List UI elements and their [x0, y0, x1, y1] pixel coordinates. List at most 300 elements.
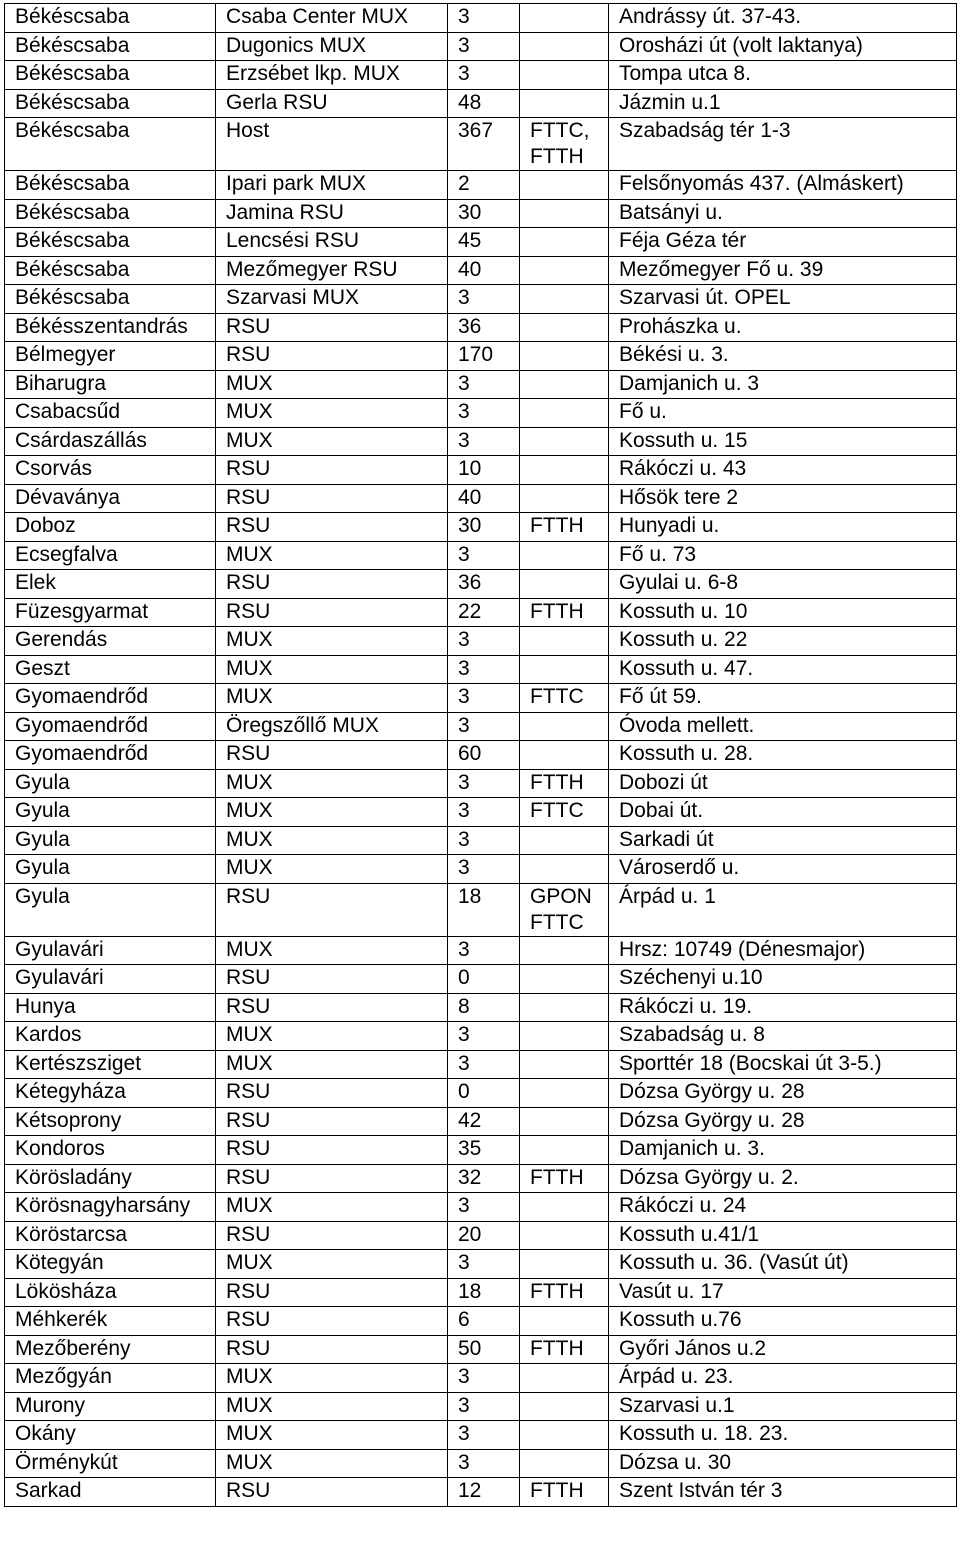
cell-capacity: 3 — [448, 399, 520, 428]
table-row — [5, 4, 957, 33]
cell-site: MUX — [216, 1250, 448, 1279]
cell-address: Szarvasi út. OPEL — [609, 285, 957, 314]
cell-site: MUX — [216, 1364, 448, 1393]
cell-address: Kossuth u. 15 — [609, 427, 957, 456]
cell-settlement: Békéscsaba — [5, 118, 216, 171]
cell-address: Sporttér 18 (Bocskai út 3-5.) — [609, 1050, 957, 1079]
cell-site: MUX — [216, 1392, 448, 1421]
cell-settlement: Gyomaendrőd — [5, 684, 216, 713]
cell-capacity: 2 — [448, 171, 520, 200]
table-row — [5, 1050, 957, 1079]
cell-address: Dobai út. — [609, 798, 957, 827]
cell-capacity: 3 — [448, 936, 520, 965]
cell-address: Szabadság u. 8 — [609, 1022, 957, 1051]
cell-type — [520, 427, 609, 456]
cell-type — [520, 1022, 609, 1051]
table-row — [5, 1193, 957, 1222]
cell-settlement: Gyulavári — [5, 965, 216, 994]
cell-settlement: Gyula — [5, 883, 216, 936]
table-row — [5, 1307, 957, 1336]
cell-type — [520, 89, 609, 118]
cell-capacity: 3 — [448, 1392, 520, 1421]
cell-site: Host — [216, 118, 448, 171]
cell-site: RSU — [216, 1107, 448, 1136]
cell-site: Gerla RSU — [216, 89, 448, 118]
cell-capacity: 3 — [448, 285, 520, 314]
exchange-table-body — [5, 4, 957, 1507]
cell-capacity: 42 — [448, 1107, 520, 1136]
table-row — [5, 1022, 957, 1051]
cell-address: Dózsa György u. 28 — [609, 1079, 957, 1108]
cell-settlement: Békéscsaba — [5, 199, 216, 228]
cell-settlement: Okány — [5, 1421, 216, 1450]
table-row — [5, 199, 957, 228]
cell-capacity: 3 — [448, 712, 520, 741]
cell-site: Mezőmegyer RSU — [216, 256, 448, 285]
table-row — [5, 712, 957, 741]
table-row — [5, 1164, 957, 1193]
cell-settlement: Gyula — [5, 826, 216, 855]
cell-capacity: 0 — [448, 965, 520, 994]
cell-address: Kossuth u. 10 — [609, 598, 957, 627]
table-row — [5, 1107, 957, 1136]
cell-type: GPON FTTC — [520, 883, 609, 936]
cell-site: RSU — [216, 1079, 448, 1108]
table-row — [5, 427, 957, 456]
cell-capacity: 45 — [448, 228, 520, 257]
cell-capacity: 3 — [448, 1250, 520, 1279]
cell-address: Kossuth u. 22 — [609, 627, 957, 656]
cell-site: RSU — [216, 598, 448, 627]
cell-capacity: 10 — [448, 456, 520, 485]
exchange-table-container — [4, 3, 957, 1507]
cell-site: RSU — [216, 484, 448, 513]
cell-type — [520, 741, 609, 770]
cell-capacity: 3 — [448, 627, 520, 656]
cell-address: Fő u. — [609, 399, 957, 428]
cell-type: FTTH — [520, 1335, 609, 1364]
cell-settlement: Kétsoprony — [5, 1107, 216, 1136]
cell-type — [520, 1193, 609, 1222]
cell-address: Tompa utca 8. — [609, 61, 957, 90]
table-row — [5, 118, 957, 171]
cell-settlement: Békéscsaba — [5, 256, 216, 285]
cell-site: Öregszőllő MUX — [216, 712, 448, 741]
cell-address: Fő u. 73 — [609, 541, 957, 570]
cell-settlement: Bélmegyer — [5, 342, 216, 371]
table-row — [5, 655, 957, 684]
cell-site: RSU — [216, 1278, 448, 1307]
cell-settlement: Csárdaszállás — [5, 427, 216, 456]
cell-address: Jázmin u.1 — [609, 89, 957, 118]
cell-settlement: Kardos — [5, 1022, 216, 1051]
table-row — [5, 228, 957, 257]
cell-type: FTTH — [520, 769, 609, 798]
table-row — [5, 993, 957, 1022]
cell-capacity: 8 — [448, 993, 520, 1022]
cell-capacity: 48 — [448, 89, 520, 118]
cell-settlement: Gyula — [5, 855, 216, 884]
cell-type — [520, 399, 609, 428]
cell-settlement: Sarkad — [5, 1478, 216, 1507]
table-row — [5, 484, 957, 513]
cell-capacity: 3 — [448, 427, 520, 456]
cell-capacity: 18 — [448, 1278, 520, 1307]
cell-type — [520, 993, 609, 1022]
cell-capacity: 6 — [448, 1307, 520, 1336]
cell-type — [520, 1392, 609, 1421]
cell-type — [520, 61, 609, 90]
cell-site: MUX — [216, 1449, 448, 1478]
cell-type — [520, 456, 609, 485]
cell-capacity: 3 — [448, 32, 520, 61]
table-row — [5, 1136, 957, 1165]
cell-type — [520, 712, 609, 741]
cell-type — [520, 1050, 609, 1079]
cell-address: Andrássy út. 37-43. — [609, 4, 957, 33]
cell-type — [520, 1364, 609, 1393]
cell-site: MUX — [216, 541, 448, 570]
cell-settlement: Mezőberény — [5, 1335, 216, 1364]
cell-address: Szabadság tér 1-3 — [609, 118, 957, 171]
cell-capacity: 3 — [448, 855, 520, 884]
cell-capacity: 3 — [448, 1050, 520, 1079]
cell-address: Vasút u. 17 — [609, 1278, 957, 1307]
table-row — [5, 541, 957, 570]
cell-settlement: Kötegyán — [5, 1250, 216, 1279]
cell-capacity: 3 — [448, 798, 520, 827]
cell-type — [520, 570, 609, 599]
cell-address: Rákóczi u. 19. — [609, 993, 957, 1022]
cell-settlement: Ecsegfalva — [5, 541, 216, 570]
cell-site: Csaba Center MUX — [216, 4, 448, 33]
table-row — [5, 313, 957, 342]
cell-site: RSU — [216, 1335, 448, 1364]
cell-type — [520, 541, 609, 570]
cell-settlement: Kondoros — [5, 1136, 216, 1165]
cell-site: MUX — [216, 427, 448, 456]
cell-capacity: 3 — [448, 1421, 520, 1450]
cell-site: Lencsési RSU — [216, 228, 448, 257]
cell-settlement: Békéscsaba — [5, 171, 216, 200]
cell-settlement: Békéscsaba — [5, 89, 216, 118]
cell-settlement: Kertészsziget — [5, 1050, 216, 1079]
cell-site: RSU — [216, 1136, 448, 1165]
cell-capacity: 50 — [448, 1335, 520, 1364]
cell-capacity: 3 — [448, 655, 520, 684]
cell-settlement: Dévaványa — [5, 484, 216, 513]
cell-address: Kossuth u. 47. — [609, 655, 957, 684]
cell-type: FTTH — [520, 598, 609, 627]
cell-address: Hrsz: 10749 (Dénesmajor) — [609, 936, 957, 965]
table-row — [5, 171, 957, 200]
cell-type — [520, 313, 609, 342]
cell-type — [520, 936, 609, 965]
table-row — [5, 285, 957, 314]
table-row — [5, 684, 957, 713]
cell-site: RSU — [216, 741, 448, 770]
cell-settlement: Mezőgyán — [5, 1364, 216, 1393]
table-row — [5, 61, 957, 90]
cell-site: Dugonics MUX — [216, 32, 448, 61]
table-row — [5, 256, 957, 285]
cell-capacity: 36 — [448, 570, 520, 599]
cell-settlement: Biharugra — [5, 370, 216, 399]
cell-address: Fő út 59. — [609, 684, 957, 713]
cell-site: RSU — [216, 513, 448, 542]
table-row — [5, 1250, 957, 1279]
cell-capacity: 3 — [448, 61, 520, 90]
cell-type — [520, 370, 609, 399]
cell-site: Ipari park MUX — [216, 171, 448, 200]
cell-address: Kossuth u. 36. (Vasút út) — [609, 1250, 957, 1279]
cell-capacity: 40 — [448, 484, 520, 513]
table-row — [5, 1478, 957, 1507]
cell-site: MUX — [216, 684, 448, 713]
cell-settlement: Méhkerék — [5, 1307, 216, 1336]
table-row — [5, 741, 957, 770]
cell-settlement: Lökösháza — [5, 1278, 216, 1307]
table-row — [5, 883, 957, 936]
cell-address: Szent István tér 3 — [609, 1478, 957, 1507]
cell-type — [520, 199, 609, 228]
cell-site: MUX — [216, 655, 448, 684]
cell-capacity: 12 — [448, 1478, 520, 1507]
table-row — [5, 1335, 957, 1364]
cell-address: Mezőmegyer Fő u. 39 — [609, 256, 957, 285]
cell-settlement: Füzesgyarmat — [5, 598, 216, 627]
cell-address: Prohászka u. — [609, 313, 957, 342]
table-row — [5, 965, 957, 994]
cell-type — [520, 256, 609, 285]
cell-site: MUX — [216, 1193, 448, 1222]
cell-capacity: 3 — [448, 826, 520, 855]
cell-address: Kossuth u.76 — [609, 1307, 957, 1336]
cell-settlement: Körösnagyharsány — [5, 1193, 216, 1222]
cell-settlement: Gyomaendrőd — [5, 741, 216, 770]
cell-settlement: Elek — [5, 570, 216, 599]
cell-capacity: 36 — [448, 313, 520, 342]
cell-capacity: 3 — [448, 684, 520, 713]
table-row — [5, 598, 957, 627]
cell-settlement: Békéscsaba — [5, 32, 216, 61]
cell-settlement: Gyomaendrőd — [5, 712, 216, 741]
cell-settlement: Doboz — [5, 513, 216, 542]
cell-site: Szarvasi MUX — [216, 285, 448, 314]
cell-capacity: 3 — [448, 370, 520, 399]
cell-site: MUX — [216, 370, 448, 399]
cell-address: Orosházi út (volt laktanya) — [609, 32, 957, 61]
cell-site: MUX — [216, 399, 448, 428]
cell-settlement: Csabacsűd — [5, 399, 216, 428]
cell-capacity: 32 — [448, 1164, 520, 1193]
cell-type — [520, 1449, 609, 1478]
cell-address: Békési u. 3. — [609, 342, 957, 371]
cell-address: Szarvasi u.1 — [609, 1392, 957, 1421]
cell-address: Kossuth u.41/1 — [609, 1221, 957, 1250]
cell-settlement: Gyula — [5, 798, 216, 827]
cell-settlement: Békéscsaba — [5, 285, 216, 314]
cell-settlement: Gyulavári — [5, 936, 216, 965]
cell-site: RSU — [216, 965, 448, 994]
cell-settlement: Békéscsaba — [5, 4, 216, 33]
table-row — [5, 1278, 957, 1307]
table-row — [5, 370, 957, 399]
table-row — [5, 855, 957, 884]
cell-site: MUX — [216, 855, 448, 884]
cell-type: FTTC, FTTH — [520, 118, 609, 171]
cell-settlement: Békéscsaba — [5, 61, 216, 90]
table-row — [5, 89, 957, 118]
cell-settlement: Murony — [5, 1392, 216, 1421]
cell-settlement: Gerendás — [5, 627, 216, 656]
cell-settlement: Békésszentandrás — [5, 313, 216, 342]
cell-site: RSU — [216, 342, 448, 371]
cell-address: Rákóczi u. 43 — [609, 456, 957, 485]
cell-capacity: 18 — [448, 883, 520, 936]
table-row — [5, 342, 957, 371]
cell-type — [520, 1221, 609, 1250]
table-row — [5, 513, 957, 542]
cell-capacity: 3 — [448, 541, 520, 570]
table-row — [5, 1449, 957, 1478]
cell-type — [520, 484, 609, 513]
cell-settlement: Kétegyháza — [5, 1079, 216, 1108]
cell-type: FTTC — [520, 684, 609, 713]
cell-capacity: 35 — [448, 1136, 520, 1165]
cell-capacity: 170 — [448, 342, 520, 371]
table-row — [5, 1421, 957, 1450]
cell-site: RSU — [216, 570, 448, 599]
cell-type — [520, 826, 609, 855]
cell-site: RSU — [216, 456, 448, 485]
cell-site: Jamina RSU — [216, 199, 448, 228]
cell-type — [520, 32, 609, 61]
cell-address: Dobozi út — [609, 769, 957, 798]
table-row — [5, 826, 957, 855]
cell-address: Batsányi u. — [609, 199, 957, 228]
cell-capacity: 0 — [448, 1079, 520, 1108]
cell-site: MUX — [216, 1421, 448, 1450]
cell-type — [520, 655, 609, 684]
cell-site: Erzsébet lkp. MUX — [216, 61, 448, 90]
cell-settlement: Gyula — [5, 769, 216, 798]
table-row — [5, 32, 957, 61]
cell-type — [520, 627, 609, 656]
cell-type — [520, 965, 609, 994]
cell-address: Gyulai u. 6-8 — [609, 570, 957, 599]
cell-settlement: Csorvás — [5, 456, 216, 485]
cell-type — [520, 4, 609, 33]
table-row — [5, 936, 957, 965]
cell-type: FTTC — [520, 798, 609, 827]
table-row — [5, 399, 957, 428]
cell-site: RSU — [216, 313, 448, 342]
cell-type — [520, 228, 609, 257]
cell-site: RSU — [216, 1307, 448, 1336]
cell-site: MUX — [216, 769, 448, 798]
cell-capacity: 3 — [448, 769, 520, 798]
cell-address: Kossuth u. 28. — [609, 741, 957, 770]
cell-type — [520, 1079, 609, 1108]
cell-settlement: Körösladány — [5, 1164, 216, 1193]
cell-address: Széchenyi u.10 — [609, 965, 957, 994]
cell-capacity: 30 — [448, 199, 520, 228]
cell-settlement: Hunya — [5, 993, 216, 1022]
cell-site: RSU — [216, 993, 448, 1022]
table-row — [5, 570, 957, 599]
cell-capacity: 367 — [448, 118, 520, 171]
table-row — [5, 1079, 957, 1108]
cell-address: Hunyadi u. — [609, 513, 957, 542]
cell-site: RSU — [216, 1164, 448, 1193]
cell-settlement: Geszt — [5, 655, 216, 684]
cell-address: Árpád u. 1 — [609, 883, 957, 936]
cell-address: Árpád u. 23. — [609, 1364, 957, 1393]
cell-capacity: 22 — [448, 598, 520, 627]
cell-site: MUX — [216, 798, 448, 827]
table-row — [5, 1364, 957, 1393]
cell-address: Dózsa György u. 2. — [609, 1164, 957, 1193]
cell-address: Damjanich u. 3 — [609, 370, 957, 399]
cell-capacity: 3 — [448, 1364, 520, 1393]
cell-type — [520, 855, 609, 884]
cell-site: MUX — [216, 1050, 448, 1079]
cell-address: Dózsa u. 30 — [609, 1449, 957, 1478]
cell-capacity: 3 — [448, 1022, 520, 1051]
cell-capacity: 40 — [448, 256, 520, 285]
cell-capacity: 3 — [448, 1193, 520, 1222]
cell-type — [520, 171, 609, 200]
cell-type — [520, 1421, 609, 1450]
cell-capacity: 3 — [448, 4, 520, 33]
table-row — [5, 456, 957, 485]
cell-address: Rákóczi u. 24 — [609, 1193, 957, 1222]
cell-site: RSU — [216, 1221, 448, 1250]
cell-address: Dózsa György u. 28 — [609, 1107, 957, 1136]
cell-type: FTTH — [520, 1164, 609, 1193]
cell-type — [520, 285, 609, 314]
cell-settlement: Örménykút — [5, 1449, 216, 1478]
table-row — [5, 1221, 957, 1250]
cell-settlement: Köröstarcsa — [5, 1221, 216, 1250]
cell-address: Kossuth u. 18. 23. — [609, 1421, 957, 1450]
cell-address: Győri János u.2 — [609, 1335, 957, 1364]
cell-type — [520, 1307, 609, 1336]
cell-site: MUX — [216, 627, 448, 656]
cell-type — [520, 1136, 609, 1165]
table-row — [5, 798, 957, 827]
cell-capacity: 30 — [448, 513, 520, 542]
cell-address: Damjanich u. 3. — [609, 1136, 957, 1165]
table-row — [5, 769, 957, 798]
cell-address: Városerdő u. — [609, 855, 957, 884]
table-row — [5, 627, 957, 656]
cell-address: Sarkadi út — [609, 826, 957, 855]
cell-type — [520, 342, 609, 371]
cell-address: Hősök tere 2 — [609, 484, 957, 513]
cell-address: Féja Géza tér — [609, 228, 957, 257]
cell-site: MUX — [216, 936, 448, 965]
cell-type — [520, 1107, 609, 1136]
cell-settlement: Békéscsaba — [5, 228, 216, 257]
cell-address: Óvoda mellett. — [609, 712, 957, 741]
cell-type — [520, 1250, 609, 1279]
cell-type: FTTH — [520, 513, 609, 542]
cell-capacity: 3 — [448, 1449, 520, 1478]
cell-capacity: 60 — [448, 741, 520, 770]
cell-site: MUX — [216, 826, 448, 855]
